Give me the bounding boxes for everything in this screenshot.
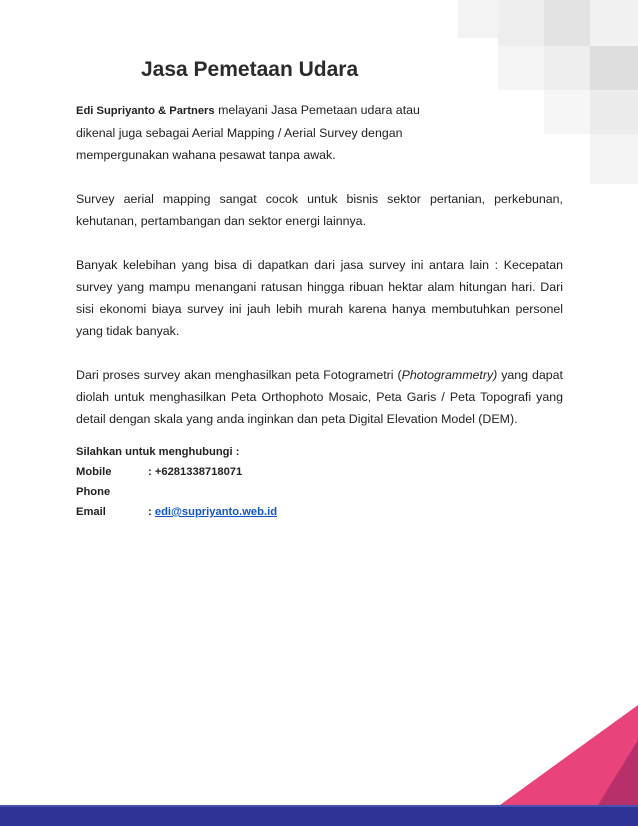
contact-heading: Silahkan untuk menghubungi : [76, 446, 240, 458]
company-name: Edi Supriyanto & Partners [76, 105, 215, 117]
email-row [76, 502, 563, 522]
contact-section [76, 442, 563, 522]
paragraph-results [76, 364, 563, 430]
photogrammetry-term: Photogrammetry) [401, 368, 498, 382]
paragraph-sectors: Survey aerial mapping sangat cocok untuk bisnis sektor pertanian, perkebunan, kehutanan, pertambangan dan sektor energi lainnya. [76, 192, 563, 228]
pink-triangles-decoration [500, 705, 638, 805]
intro-paragraph [76, 99, 456, 166]
intro-text: melayani Jasa Pemetaan udara atau dikenal juga sebagai Aerial Mapping / Aerial Survey dengan mempergunakan wahana pesawat tanpa awak. [76, 103, 420, 162]
phone-value: : +6281338718071 [148, 466, 243, 478]
email-label: Email [76, 506, 106, 518]
phone-label: Mobile Phone [76, 466, 112, 498]
phone-row [76, 462, 563, 502]
email-link[interactable]: edi@supriyanto.web.id [154, 506, 278, 518]
paragraph-advantages: Banyak kelebihan yang bisa di dapatkan dari jasa survey ini antara lain : Kecepatan survey yang mampu menangani ratusan hingga ribuan hektar alam hitungan hari. Dari sisi ekonomi biaya survey ini jauh lebih murah karena hanya membutuhkan personel yang tidak banyak. [76, 258, 563, 338]
results-text-start: Dari proses survey akan menghasilkan peta Fotogrametri ( [76, 368, 402, 382]
page-title: Jasa Pemetaan Udara [141, 58, 359, 81]
results-text-end: yang dapat diolah untuk menghasilkan Peta Orthophoto Mosaic, Peta Garis / Peta Topografi yang detail dengan skala yang anda inginkan dan peta Digital Elevation Model (DEM). [76, 368, 563, 426]
email-separator: : [148, 506, 155, 518]
footer-band [0, 805, 638, 826]
document-body [76, 99, 563, 522]
